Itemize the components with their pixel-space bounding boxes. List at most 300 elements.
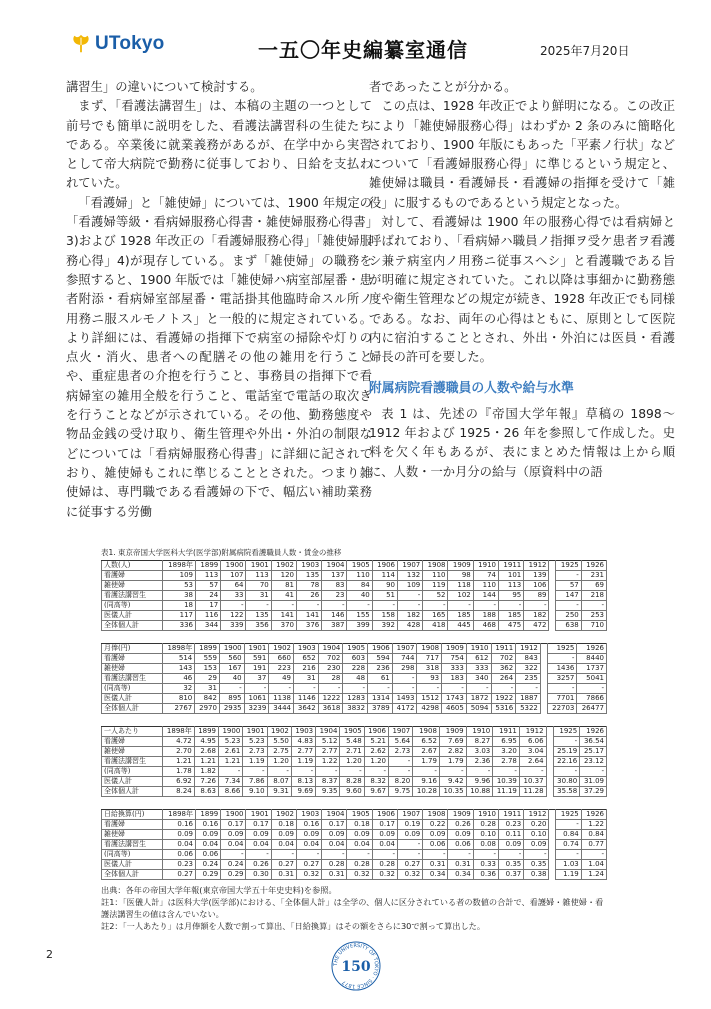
table-cell: 22703 <box>547 704 577 714</box>
table-cell: 1737 <box>577 664 607 674</box>
year-header-cell: 1904 <box>316 727 340 737</box>
year-header-cell: 1925 <box>553 727 580 737</box>
column-gap <box>549 621 556 631</box>
table-cell: 0.77 <box>581 840 606 850</box>
data-table <box>101 809 607 880</box>
table-cell: 1138 <box>269 694 294 704</box>
year-header-cell: 1900 <box>221 810 246 820</box>
table-row <box>102 674 607 684</box>
year-header-cell: 1905 <box>347 810 372 820</box>
table-cell: 5.50 <box>267 737 291 747</box>
column-gap <box>540 704 547 714</box>
table-cell: 2.73 <box>243 747 267 757</box>
year-header-cell: 1908 <box>417 644 442 654</box>
table-row <box>102 777 607 787</box>
table-cell: 139 <box>524 571 549 581</box>
table-cell: 2.68 <box>194 747 218 757</box>
issue-date: 2025年7月20日 <box>540 44 630 58</box>
table-cell: 603 <box>343 654 368 664</box>
column-gap <box>549 840 556 850</box>
table-cell: 22.16 <box>553 757 580 767</box>
table-cell: 31 <box>246 591 271 601</box>
table-cell: 0.26 <box>448 820 473 830</box>
table-cell: - <box>347 850 372 860</box>
table-cell: 5.48 <box>340 737 364 747</box>
table-cell: 113 <box>498 581 523 591</box>
table-header-row <box>102 810 607 820</box>
table-cell: 0.04 <box>195 840 220 850</box>
year-header-cell: 1898年 <box>163 644 195 654</box>
table-cell: 132 <box>397 571 422 581</box>
table-row <box>102 860 607 870</box>
year-header-cell: 1909 <box>439 727 466 737</box>
row-label-cell: (同高等) <box>102 850 163 860</box>
table-cell: 0.20 <box>524 820 549 830</box>
table-cell: - <box>392 674 417 684</box>
note-line: 註1：「医儀人計」は医科大学(医学部)における、「全体個人計」は全学の、個人に区分されている者の数値の合計で、看護婦・雑使婦・看護法講習生の値は含んでいない。 <box>101 897 604 919</box>
year-header-cell: 1901 <box>243 727 267 737</box>
table-cell: - <box>221 850 246 860</box>
section-heading: 附属病院看護職員の人数や給与水準 <box>369 381 574 397</box>
table-cell: 1.21 <box>194 757 218 767</box>
year-header-cell: 1925 <box>556 810 581 820</box>
table-cell: 3257 <box>547 674 577 684</box>
table-row <box>102 737 607 747</box>
page-header <box>0 0 711 80</box>
table-cell: 5094 <box>466 704 491 714</box>
table-row <box>102 591 607 601</box>
table-cell: 264 <box>491 674 516 684</box>
table-cell: 1.20 <box>267 757 291 767</box>
table-cell: - <box>397 850 422 860</box>
row-label-cell: 看護婦 <box>102 654 163 664</box>
table-cell: 0.23 <box>498 820 523 830</box>
table-cell: 250 <box>556 611 581 621</box>
column-gap <box>549 591 556 601</box>
table-cell: 38 <box>163 591 196 601</box>
year-header-cell: 1911 <box>493 727 520 737</box>
table-cell: 399 <box>347 621 372 631</box>
year-header-cell: 1911 <box>498 810 523 820</box>
table-cell: 2935 <box>219 704 244 714</box>
table-cell: 333 <box>442 664 467 674</box>
table-cell: 1.03 <box>556 860 581 870</box>
table-cell: 6.06 <box>519 737 546 747</box>
table-cell: 147 <box>556 591 581 601</box>
year-header-cell: 1909 <box>448 561 473 571</box>
table-cell: 0.32 <box>296 870 321 880</box>
table-cell: - <box>388 767 412 777</box>
table-cell: - <box>473 601 498 611</box>
year-header-cell: 1900 <box>221 561 246 571</box>
table-cell: 1.21 <box>219 757 243 767</box>
table-cell: 3.20 <box>493 747 520 757</box>
table-cell: 2.77 <box>316 747 340 757</box>
table-cell: 340 <box>466 674 491 684</box>
table-cell: 652 <box>294 654 319 664</box>
table-cell: 23 <box>322 591 347 601</box>
table-cell: 0.04 <box>347 840 372 850</box>
table-cell: 32 <box>163 684 195 694</box>
table-cell: - <box>318 684 343 694</box>
table-cell: 93 <box>417 674 442 684</box>
year-header-cell: 1926 <box>581 810 606 820</box>
table-row <box>102 694 607 704</box>
table-cell: 2767 <box>163 704 195 714</box>
row-label-cell: 医儀人計 <box>102 611 163 621</box>
table-cell: 1512 <box>417 694 442 704</box>
year-header-cell: 1909 <box>442 644 467 654</box>
table-cell: 40 <box>347 591 372 601</box>
table-header-cell: 人数(人) <box>102 561 163 571</box>
year-header-cell: 1903 <box>296 810 321 820</box>
row-label-cell: 全体個人計 <box>102 704 163 714</box>
table-cell: 843 <box>516 654 541 664</box>
table-cell: 2.67 <box>413 747 440 757</box>
table-cell: 5322 <box>516 704 541 714</box>
table-cell: 0.09 <box>221 830 246 840</box>
table-cell: 228 <box>343 664 368 674</box>
year-header-cell: 1906 <box>364 727 388 737</box>
table-cell: 717 <box>417 654 442 664</box>
table-cell: 135 <box>296 571 321 581</box>
table-cell: 10.88 <box>466 787 493 797</box>
table-cell: 1.19 <box>556 870 581 880</box>
table-cell: 0.19 <box>397 820 422 830</box>
table-cell: - <box>466 767 493 777</box>
column-gap <box>549 870 556 880</box>
data-table <box>101 643 607 714</box>
table-cell: 468 <box>473 621 498 631</box>
table-cell: 0.06 <box>195 850 220 860</box>
table-cell: 0.18 <box>347 820 372 830</box>
table-cell: 7.86 <box>243 777 267 787</box>
table-cell: 0.09 <box>397 830 422 840</box>
table-cell: 0.09 <box>423 830 448 840</box>
table-cell: - <box>448 601 473 611</box>
year-header-cell: 1910 <box>473 810 498 820</box>
table-cell: 8.13 <box>291 777 315 787</box>
table-cell: - <box>473 850 498 860</box>
table-cell: 0.27 <box>397 860 422 870</box>
table-cell: 8.37 <box>316 777 340 787</box>
table-cell: 7.26 <box>194 777 218 787</box>
year-header-cell: 1904 <box>322 561 347 571</box>
year-header-cell: 1903 <box>291 727 315 737</box>
row-label-cell: 全体個人計 <box>102 870 163 880</box>
table-cell: 8.20 <box>388 777 412 787</box>
table-cell: 9.16 <box>413 777 440 787</box>
table-cell: 10.35 <box>439 787 466 797</box>
table-cell: 70 <box>246 581 271 591</box>
paragraph: この点は、1928 年改正でより鮮明になる。この改正により「雑使婦服務心得」はわずか 2 条のみに簡略化されており、1900 年版にもあった「平素ノ行状」などについて「看護婦服務心得」に準じるという規定と、雑使婦は職員・看護婦長・看護婦の指揮を受けて「雑役」に服するものであるという規定となった。 <box>369 99 675 210</box>
table-cell: - <box>392 684 417 694</box>
table-cell: 83 <box>322 581 347 591</box>
table-cell: 0.30 <box>246 870 271 880</box>
table-cell: 6.92 <box>163 777 195 787</box>
table-cell: 40 <box>219 674 244 684</box>
column-gap <box>549 571 556 581</box>
table-cell: 52 <box>423 591 448 601</box>
table-cell: 153 <box>195 664 220 674</box>
table-cell: 472 <box>524 621 549 631</box>
table-cell: 7701 <box>547 694 577 704</box>
column-gap <box>540 684 547 694</box>
year-header-cell: 1906 <box>372 810 397 820</box>
table-cell: - <box>296 850 321 860</box>
anniversary-seal-icon <box>330 940 382 992</box>
paragraph: 対して、看護婦は 1900 年の服務心得では看病婦と呼ばれており、「看病婦ハ職員ノ指揮ヲ受ケ患者ヲ看護シ兼テ病室内ノ用務ニ従事スヘシ」と看護職である旨が明確に規定されていた。これ以降は事細かに勤務態度や衛生管理などの規定が続き、1928 年改正でも同様である。なお、両年の心得はともに、原則として医院内に宿泊することとされ、外出・外泊には医員・看護婦長の許可を要した。 <box>369 215 675 365</box>
table-cell: 0.08 <box>473 840 498 850</box>
table-cell: 560 <box>219 654 244 664</box>
table-cell: - <box>271 850 296 860</box>
row-label-cell: 雑使婦 <box>102 747 163 757</box>
table-cell: 167 <box>219 664 244 674</box>
year-header-cell: 1926 <box>577 644 607 654</box>
table-cell: 1887 <box>516 694 541 704</box>
row-label-cell: (同高等) <box>102 767 163 777</box>
table-cell: 710 <box>581 621 606 631</box>
column-gap <box>546 787 553 797</box>
paragraph: 「看護婦」と「雑使婦」については、1900 年規定の「看護婦等級・看病婦服務心得書・雑使婦服務心得書」3)および 1928 年改正の「看護婦服務心得」「雑使婦服務心得」4)が現存している。まず「雑使婦」の職務を参照すると、1900 年版では「雑使婦ハ病室部屋番・患者附添・看病婦室部屋番・電話掛其他臨時命スル所ノ用務ニ服スルモノトス」と一般的に規定されている。より詳細には、看護婦の指揮下で病室の掃除や灯りの点火・消火、患者への配膳その他の雑用を行うことや、重症患者の介抱を行うこと、事務員の指揮下で看病婦室の雑用全般を行うこと、電話室で電話の取次ぎを行うことなどが示されている。その他、勤務態度や物品金銭の受け取り、衛生管理や外出・外泊の制限などについては「看病婦服務心得書」に詳細に記されており、雑使婦もこれに準じることとされた。つまり雑使婦は、専門職である看護婦の下で、幅広い補助業務に従事する労働 <box>66 195 372 519</box>
table-cell: 559 <box>195 654 220 664</box>
table-cell: 110 <box>423 571 448 581</box>
table-cell: 90 <box>372 581 397 591</box>
table-cell: 155 <box>347 611 372 621</box>
table-cell: 3642 <box>294 704 319 714</box>
table-cell: 0.06 <box>423 840 448 850</box>
year-header-cell: 1899 <box>194 727 218 737</box>
table-row <box>102 820 607 830</box>
data-table <box>101 560 607 631</box>
table-cell: 3239 <box>244 704 269 714</box>
table-cell: 0.24 <box>221 860 246 870</box>
table-cell: 387 <box>322 621 347 631</box>
table-cell: 135 <box>246 611 271 621</box>
table-cell: - <box>423 850 448 860</box>
table-cell: 362 <box>491 664 516 674</box>
year-header-cell: 1910 <box>466 644 491 654</box>
row-label-cell: 看護婦 <box>102 737 163 747</box>
table-cell: 185 <box>498 611 523 621</box>
table-cell: 182 <box>397 611 422 621</box>
table-cell: 0.29 <box>195 870 220 880</box>
table-cell: 0.09 <box>347 830 372 840</box>
table-cell: 0.34 <box>448 870 473 880</box>
data-table-figure <box>101 547 607 892</box>
column-gap <box>549 601 556 611</box>
table-row <box>102 684 607 694</box>
table-cell: 0.23 <box>163 860 196 870</box>
table-cell: 0.04 <box>163 840 196 850</box>
table-cell: 23.12 <box>580 757 607 767</box>
table-cell: 4.83 <box>291 737 315 747</box>
table-cell: 0.16 <box>296 820 321 830</box>
year-header-cell: 1901 <box>246 561 271 571</box>
table-cell: 445 <box>448 621 473 631</box>
table-cell: - <box>581 601 606 611</box>
table-cell: - <box>322 601 347 611</box>
table-cell: 3832 <box>343 704 368 714</box>
table-cell: 2970 <box>195 704 220 714</box>
year-header-cell: 1908 <box>423 810 448 820</box>
table-cell: 0.10 <box>473 830 498 840</box>
table-cell: 37.29 <box>580 787 607 797</box>
year-header-cell: 1900 <box>219 644 244 654</box>
table-cell: 1.19 <box>291 757 315 767</box>
table-cell: 218 <box>581 591 606 601</box>
table-cell: 3.03 <box>466 747 493 757</box>
table-cell: 185 <box>448 611 473 621</box>
year-header-cell: 1902 <box>271 561 296 571</box>
year-header-cell: 1912 <box>524 561 549 571</box>
table-cell: 638 <box>556 621 581 631</box>
table-cell: 0.32 <box>397 870 422 880</box>
table-cell: 514 <box>163 654 195 664</box>
table-cell: 8.07 <box>267 777 291 787</box>
table-cell: 1922 <box>491 694 516 704</box>
year-header-cell: 1899 <box>195 810 220 820</box>
year-header-cell: 1910 <box>466 727 493 737</box>
table-cell: 9.10 <box>243 787 267 797</box>
table-cell: - <box>372 850 397 860</box>
year-header-cell: 1905 <box>347 561 372 571</box>
table-cell: 0.28 <box>372 860 397 870</box>
row-label-cell: 雑使婦 <box>102 664 163 674</box>
table-cell: 11.28 <box>519 787 546 797</box>
table-cell: 418 <box>423 621 448 631</box>
table-cell: 253 <box>581 611 606 621</box>
ginkgo-leaf-icon <box>70 33 92 55</box>
table-cell: - <box>553 737 580 747</box>
table-cell: 10.28 <box>413 787 440 797</box>
table-cell: 8.24 <box>163 787 195 797</box>
table-cell: 591 <box>244 654 269 664</box>
table-cell: 392 <box>372 621 397 631</box>
table-cell: 25.17 <box>580 747 607 757</box>
column-gap <box>549 860 556 870</box>
table-cell: 1743 <box>442 694 467 704</box>
table-cell: 31 <box>195 684 220 694</box>
table-cell: 7.34 <box>219 777 243 787</box>
table-cell: - <box>580 767 607 777</box>
paragraph: 講習生」の違いについて検討する。 <box>66 80 263 94</box>
table-cell: 8.28 <box>340 777 364 787</box>
table-cell: 9.35 <box>316 787 340 797</box>
table-cell: 28 <box>318 674 343 684</box>
table-cell: 98 <box>448 571 473 581</box>
table-cell: 0.36 <box>473 870 498 880</box>
table-cell: 5316 <box>491 704 516 714</box>
table-cell: 31.09 <box>580 777 607 787</box>
table-cell: 0.04 <box>372 840 397 850</box>
table-cell: - <box>316 767 340 777</box>
table-cell: - <box>577 684 607 694</box>
table-cell: 49 <box>269 674 294 684</box>
table-cell: 0.28 <box>473 820 498 830</box>
table-cell: 2.73 <box>388 747 412 757</box>
table-cell: 31 <box>294 674 319 684</box>
table-cell: 2.36 <box>466 757 493 767</box>
table-cell: - <box>397 601 422 611</box>
table-row <box>102 704 607 714</box>
table-cell: 0.11 <box>498 830 523 840</box>
table-cell: - <box>524 850 549 860</box>
table-cell: - <box>322 850 347 860</box>
table-cell: 8.63 <box>194 787 218 797</box>
table-row <box>102 611 607 621</box>
table-header-cell: 月俸(円) <box>102 644 163 654</box>
column-gap <box>540 674 547 684</box>
table-cell: 356 <box>246 621 271 631</box>
row-label-cell: 看護婦 <box>102 820 163 830</box>
table-cell: 5.23 <box>243 737 267 747</box>
table-cell: - <box>547 654 577 664</box>
table-cell: 336 <box>163 621 196 631</box>
table-cell: 33 <box>221 591 246 601</box>
year-header-cell: 1911 <box>491 644 516 654</box>
table-cell: 0.31 <box>423 860 448 870</box>
table-cell: 3789 <box>368 704 393 714</box>
table-cell: 0.31 <box>271 870 296 880</box>
year-header-cell: 1899 <box>195 644 220 654</box>
table-cell: 339 <box>221 621 246 631</box>
row-label-cell: 看護婦 <box>102 571 163 581</box>
column-gap <box>546 777 553 787</box>
column-gap <box>546 747 553 757</box>
table-cell: - <box>498 601 523 611</box>
year-header-cell: 1898年 <box>163 727 195 737</box>
table-cell: 165 <box>423 611 448 621</box>
column-gap <box>540 664 547 674</box>
table-cell: 9.75 <box>388 787 412 797</box>
year-header-cell: 1898年 <box>163 561 196 571</box>
row-label-cell: 看護法講習生 <box>102 757 163 767</box>
table-cell: 1.20 <box>364 757 388 767</box>
table-cell: 0.10 <box>524 830 549 840</box>
table-cell: 1.79 <box>439 757 466 767</box>
left-column <box>66 78 372 522</box>
table-cell: 26 <box>296 591 321 601</box>
table-cell: - <box>493 767 520 777</box>
table-cell: 0.09 <box>524 840 549 850</box>
column-gap <box>540 644 547 654</box>
table-cell: 0.09 <box>271 830 296 840</box>
table-cell: 182 <box>524 611 549 621</box>
table-cell: 1.78 <box>163 767 195 777</box>
year-header-cell: 1907 <box>388 727 412 737</box>
table-cell: 48 <box>343 674 368 684</box>
table-cell: 6.95 <box>493 737 520 747</box>
table-cell: 9.69 <box>291 787 315 797</box>
table-cell: - <box>271 601 296 611</box>
table-cell: 143 <box>163 664 195 674</box>
table-cell: 0.35 <box>498 860 523 870</box>
table-cell: 0.17 <box>246 820 271 830</box>
table-cell: 5041 <box>577 674 607 684</box>
table-cell: 30.80 <box>553 777 580 787</box>
table-cell: 2.62 <box>364 747 388 757</box>
table-cell: 0.04 <box>296 840 321 850</box>
table-cell: - <box>581 850 606 860</box>
table-header-row <box>102 644 607 654</box>
note-line: 註2：「一人あたり」は月俸額を人数で割って算出、「日給換算」はその額をさらに30で割って算出した。 <box>101 921 486 931</box>
column-gap <box>549 850 556 860</box>
year-header-cell: 1908 <box>423 561 448 571</box>
table-row <box>102 654 607 664</box>
table-cell: 78 <box>296 581 321 591</box>
year-header-cell: 1912 <box>524 810 549 820</box>
